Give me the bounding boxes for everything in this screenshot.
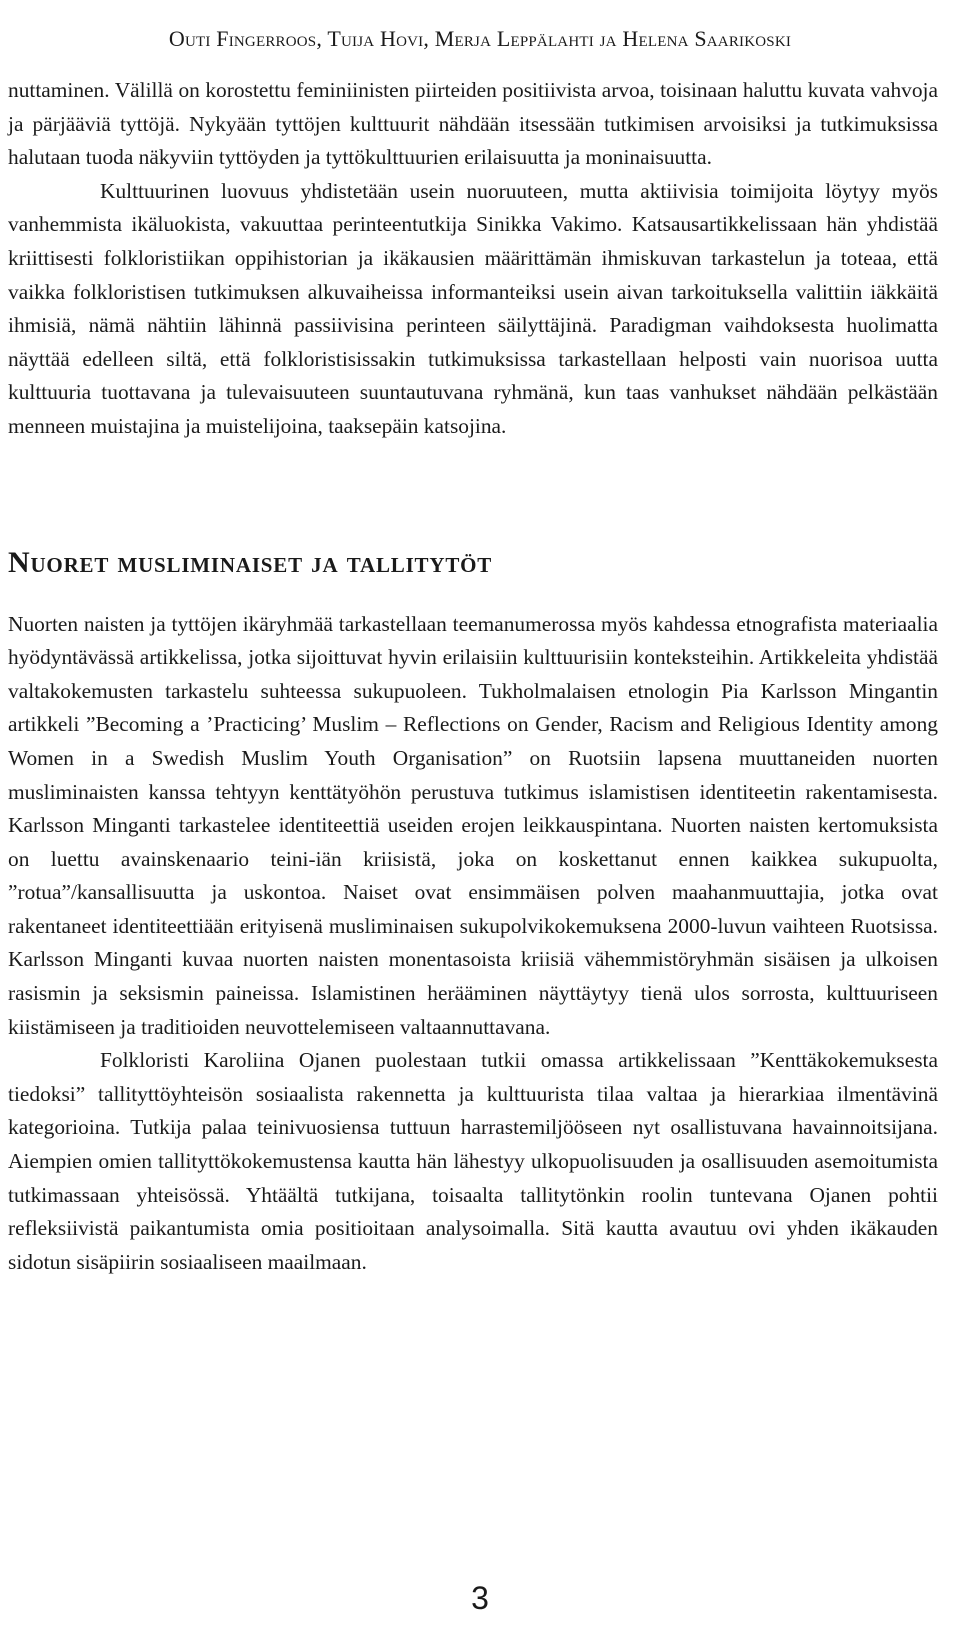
paragraph-karlsson-minganti: Nuorten naisten ja tyttöjen ikäryhmää tarkastellaan teemanumerossa myös kahdessa etnografista materiaalia hyödyntävässä artikkelissa, jotka sijoittuvat hyvin erilaisiin kulttuurisiin konteksteihin. Artikkeleita yhdistää valtakokemusten tarkastelu suhteessa sukupuoleen. Tukholmalaisen etnologin Pia Karlsson Mingantin artikkeli ”Becoming a ’Practicing’ Muslim – Reflections on Gender, Racism and Religious Identity among Women in a Swedish Muslim Youth Organisation” on Ruotsiin lapsena muuttaneiden nuorten musliminaisten kanssa tehtyyn kenttätyöhön perustuva tutkimus islamistisen identiteetin rakentamisesta. Karlsson Minganti tarkastelee identiteettiä useiden erojen leikkauspintana. Nuorten naisten kertomuksista on luettu avainskenaario teini-iän kriisistä, joka on koskettanut ennen kaikkea sukupuolta, ”rotua”/kansallisuutta ja uskontoa. Naiset ovat ensimmäisen polven maahanmuuttajia, jotka ovat rakentaneet identiteettiään erityisenä musliminaisen sukupolvikokemuksena 2000-luvun vaihteen Ruotsissa. Karlsson Minganti kuvaa nuorten naisten monentasoista kriisiä vähemmistöryhmän sisäisen ja ulkoisen rasismin ja seksismin paineissa. Islamistinen herääminen näyttäytyy tienä ulos sorrosta, kulttuuriseen kiistämiseen ja traditioiden neuvottelemiseen valtaannuttavana. xyxy=(8,611,938,1039)
article-body xyxy=(8,74,938,1279)
paragraph-vakimo: Kulttuurinen luovuus yhdistetään usein nuoruuteen, mutta aktiivisia toimijoita löytyy myös vanhemmista ikäluokista, vakuuttaa perinteentutkija Sinikka Vakimo. Katsausartikkelissaan hän yhdistää kriittisesti folkloristiikan oppihistorian ja ikäkausien määrittämän ihmiskuvan tarkastelun ja toteaa, että vaikka folkloristisen tutkimuksen alkuvaiheissa informanteiksi usein aivan tarkoituksella valittiin iäkkäitä ihmisiä, nämä nähtiin lähinnä passiivisina perinteen säilyttäjinä. Paradigman vaihdoksesta huolimatta näyttää edelleen siltä, että folkloristisissakin tutkimuksissa tarkastellaan helposti vain nuorisoa uutta kulttuuria tuottavana ja tulevaisuuteen suuntautuvana ryhmänä, kun taas vanhukset nähdään pelkästään menneen muistajina ja muistelijoina, taaksepäin katsojina. xyxy=(8,178,938,438)
paragraph-ojanen: Folkloristi Karoliina Ojanen puolestaan tutkii omassa artikkelissaan ”Kenttäkokemuksesta tiedoksi” tallityttöyhteisön sosiaalista rakennetta ja kulttuurista tilaa valtaa ja hierarkiaa ilmentävinä kategorioina. Tutkija palaa teinivuosiensa tuttuun harrastemiljööseen nyt osallistuvana havainnoitsijana. Aiempien omien tallityttökokemustensa kautta hän lähestyy ulkopuolisuuden ja osallisuuden asemoitumista tutkimassaan yhteisössä. Yhtäältä tutkijana, toisaalta tallitytönkin roolin tuntevana Ojanen pohtii refleksiivistä paikantumista omia positioitaan analysoimalla. Sitä kautta avautuu ovi yhden ikäkauden sidotun sisäpiirin sosiaaliseen maailmaan. xyxy=(8,1048,938,1274)
section-heading: Nuoret musliminaiset ja tallitytöt xyxy=(8,545,493,579)
running-head: Outi Fingerroos, Tuija Hovi, Merja Leppälahti ja Helena Saarikoski xyxy=(168,26,792,51)
page-number: 3 xyxy=(471,1580,489,1616)
paragraph-continued: nuttaminen. Välillä on korostettu feminiinisten piirteiden positiivista arvoa, toisinaan haluttu kuvata vahvoja ja pärjääviä tyttöjä. Nykyään tyttöjen kulttuurit nähdään itsessään tutkimisen arvoisiksi ja tutkimuksissa halutaan tuoda näkyviin tyttöyden ja tyttökulttuurien erilaisuutta ja moninaisuutta. xyxy=(8,78,938,170)
